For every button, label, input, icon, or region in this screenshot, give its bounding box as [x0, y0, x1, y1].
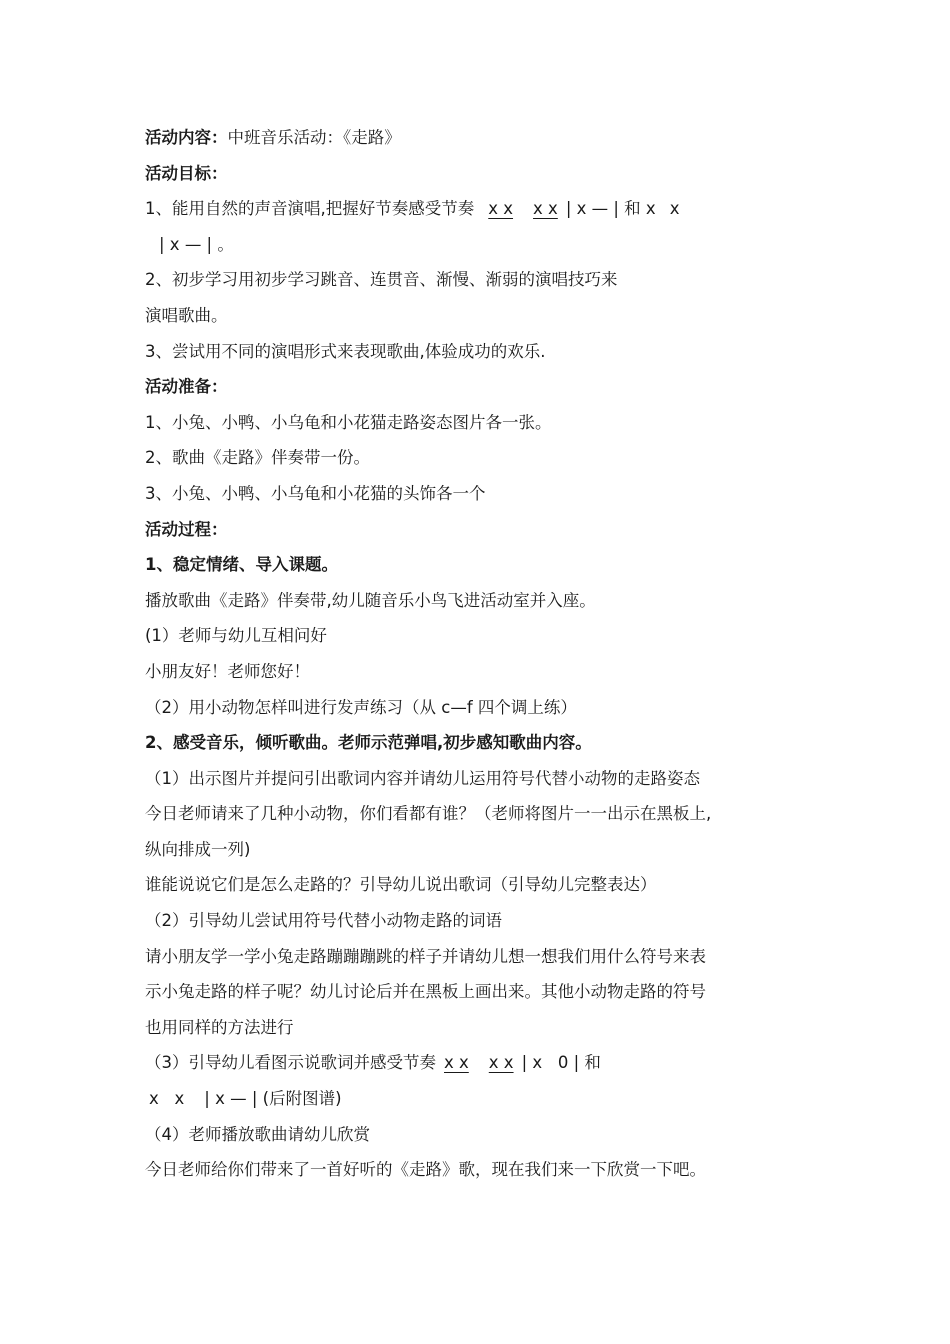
activity-content-value: 中班音乐活动：《走路》 [227, 128, 401, 147]
step-2-line: 今日老师请来了几种小动物，你们看都有谁？（老师将图片一一出示在黑板上, [145, 804, 712, 824]
step-2-3 [145, 1045, 825, 1081]
step-2-3-text: （3）引导幼儿看图示说歌词并感受节奏 [145, 1053, 436, 1073]
step-2-line: （2）引导幼儿尝试用符号代替小动物走路的词语 [145, 911, 502, 931]
step-1-title: 1、稳定情绪、导入课题。 [145, 555, 338, 575]
prep-item: 3、小兔、小鸭、小乌龟和小花猫的头饰各一个 [145, 483, 486, 503]
goal-1-rhythm-c: | x — | 和 x [565, 199, 656, 219]
step-1-line: (1）老师与幼儿互相问好 [145, 626, 327, 646]
goals-heading: 活动目标： [145, 163, 228, 183]
step-2-3-cont-a: x x [149, 1089, 185, 1109]
goal-1-text: 1、能用自然的声音演唱,把握好节奏感受节奏 [145, 199, 475, 219]
goal-1-continued: | x — | 。 [159, 234, 234, 254]
step-2-3-cont-b: | x — | (后附图谱) [204, 1089, 342, 1109]
goal-1-rhythm-a: x x [488, 199, 514, 219]
step-2-line: （1）出示图片并提问引出歌词内容并请幼儿运用符号代替小动物的走路姿态 [145, 768, 700, 788]
step-2-title: 2、感受音乐，倾听歌曲。老师示范弹唱,初步感知歌曲内容。 [145, 733, 592, 753]
step-2-3-rhythm-b: x x [488, 1053, 514, 1073]
goal-1 [145, 191, 825, 227]
step-2-line: 纵向排成一列) [145, 839, 251, 859]
activity-content-line [145, 120, 825, 156]
step-2-3-rhythm-a: x x [444, 1053, 469, 1073]
goal-1-rhythm-b: x x [533, 199, 558, 219]
goal-2-continued: 演唱歌曲。 [145, 305, 228, 325]
step-2-3-rhythm-c: | x 0 | 和 [521, 1053, 601, 1073]
goal-3: 3、尝试用不同的演唱形式来表现歌曲,体验成功的欢乐. [145, 341, 546, 361]
process-heading: 活动过程： [145, 519, 228, 539]
step-1-line: 小朋友好！老师您好！ [145, 661, 310, 681]
step-2-line: 谁能说说它们是怎么走路的？引导幼儿说出歌词（引导幼儿完整表达） [145, 875, 657, 895]
activity-content-label: 活动内容： [145, 128, 228, 147]
step-2-4: （4）老师播放歌曲请幼儿欣赏 [145, 1124, 370, 1144]
step-2-3-continued [145, 1081, 825, 1117]
step-1-line: 播放歌曲《走路》伴奏带,幼儿随音乐小鸟飞进活动室并入座。 [145, 590, 596, 610]
step-1-line: （2）用小动物怎样叫进行发声练习（从 c—f 四个调上练） [145, 697, 577, 717]
goal-1-rhythm-d: x [669, 199, 680, 219]
document-page [145, 120, 825, 1188]
step-2-line: 也用同样的方法进行 [145, 1017, 294, 1037]
step-2-line: 请小朋友学一学小兔走路蹦蹦蹦跳的样子并请幼儿想一想我们用什么符号来表 [145, 946, 706, 966]
prep-heading: 活动准备： [145, 377, 228, 397]
step-2-line: 示小兔走路的样子呢？幼儿讨论后并在黑板上画出来。其他小动物走路的符号 [145, 982, 706, 1002]
goal-2: 2、初步学习用初步学习跳音、连贯音、渐慢、渐弱的演唱技巧来 [145, 270, 618, 290]
prep-item: 2、歌曲《走路》伴奏带一份。 [145, 448, 370, 468]
prep-item: 1、小兔、小鸭、小乌龟和小花猫走路姿态图片各一张。 [145, 412, 552, 432]
step-2-4-line: 今日老师给你们带来了一首好听的《走路》歌，现在我们来一下欣赏一下吧。 [145, 1160, 706, 1180]
